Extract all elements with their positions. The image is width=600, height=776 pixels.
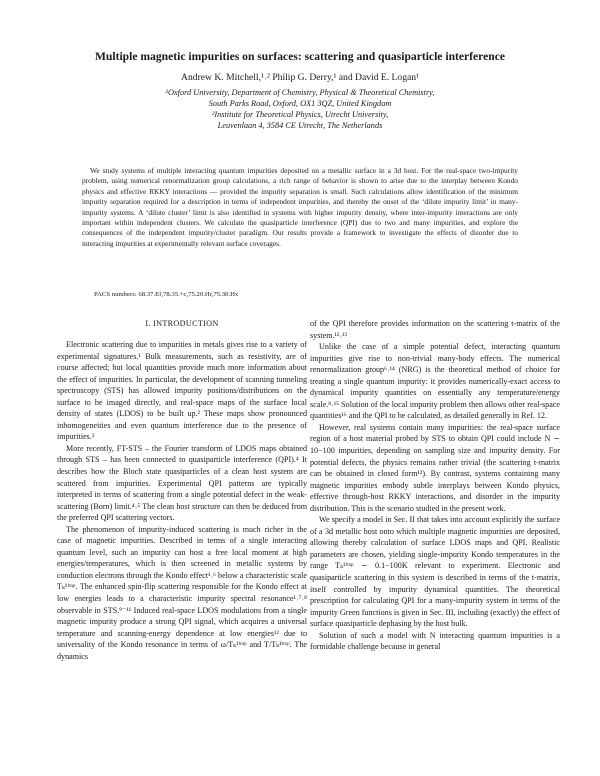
affiliation-line: Leuvenlaan 4, 3584 CE Utrecht, The Netherlands xyxy=(217,121,383,130)
pacs-numbers: PACS numbers: 68.37.Ef,78.35.+c,75.20.Hr,75.30.Hx xyxy=(94,291,239,298)
affiliation-line: ¹Oxford University, Department of Chemistry, Physical & Theoretical Chemistry, xyxy=(165,88,435,97)
paragraph: Electronic scattering due to impurities in metals gives rise to a variety of experimental signatures.¹ Bulk measurements, such as resistivity, are of course affected; but local quantities provide much more information about the effect of impurities. In particular, the development of scanning tunneling spectroscopy (STS) has allowed impurity positions/distributions on the surface to be imaged directly, and real-space maps of the surface local density of states (LDOS) to be built up.² These maps show pronounced inhomogeneities and even quantum interference due to the presence of impurities.³ xyxy=(57,340,307,442)
abstract: We study systems of multiple interacting quantum impurities deposited on a metallic surface in a 3d host. For the real-space two-impurity problem, using numerical renormalization group calculations, a rich range of behavior is shown to arise due to the interplay between Kondo physics and effective RKKY interactions — provided the impurity separation is small. Such calculations allow identification of the minimum impurity separation required for a description in terms of independent impurities, and thereby the onset of the ‘dilute impurity limit’ in many-impurity systems. A ‘dilute cluster’ limit is also identified in systems with higher impurity density, where inter-impurity interactions are only important within independent clusters. We calculate the quasiparticle interference (QPI) due to two and many impurities, and explore the consequences of the independent impurity/cluster paradigm. Our results provide a framework to investigate the effects of disorder due to interacting impurities at experimentally relevant surface coverages. xyxy=(82,166,518,248)
right-column xyxy=(310,318,560,653)
paragraph: More recently, FT-STS – the Fourier transform of LDOS maps obtained through STS – has been connected to quasiparticle interference (QPI).⁴ It describes how the Bloch state quasiparticles of a clean host system are scattered from impurities. Experimental QPI patterns are typically interpreted in terms of scattering from a single potential defect in the weak-scattering (Born) limit.⁴˒⁵ The clean host structure can then be deduced from the preferred QPI scattering vectors. xyxy=(57,443,307,523)
left-column xyxy=(57,318,307,662)
paragraph: However, real systems contain many impurities: the real-space surface region of a host material probed by STS to obtain QPI could include N ∼ 10−100 impurities, depending on sampling size and impurity density. For potential defects, the physics remains rather trivial (the scattering t-matrix can be obtained in closed form¹²). By contrast, systems containing many magnetic impurities embody subtle interplays between Kondo physics, effective through-host RKKY interactions, and disorder in the impurity distribution. This is the scenario studied in the present work. xyxy=(310,422,560,513)
paper-title: Multiple magnetic impurities on surfaces: scattering and quasiparticle interference xyxy=(94,50,505,63)
author-list: Andrew K. Mitchell,¹˒² Philip G. Derry,¹ and David E. Logan¹ xyxy=(181,72,419,83)
affiliation-line: South Parks Road, Oxford, OX1 3QZ, United Kingdom xyxy=(208,99,392,108)
paragraph: We specify a model in Sec. II that takes into account explicitly the surface of a 3d metallic host onto which multiple magnetic impurities are deposited, allowing thereby calculation of surface LDOS maps and QPI. Realistic parameters are chosen, yielding single-impurity Kondo temperatures in the range Tₖ¹ⁱᵐᵖ ∼ 0.1−100K relevant to experiment. Electronic and quasiparticle scattering in this system is described in terms of the t-matrix, itself controlled by impurity dynamical quantities. The theoretical prescription for calculating QPI for a many-impurity system in terms of the impurity Green functions is given in Sec. III, including (exactly) the effect of surface quasiparticle dephasing by the host bulk. xyxy=(310,515,560,629)
paragraph: Unlike the case of a simple potential defect, interacting quantum impurities give rise to non-trivial many-body effects. The numerical renormalization group⁶˒¹⁴ (NRG) is the theoretical method of choice for treating a single quantum impurity: it provides numerically-exact access to dynamical impurity quantities on essentially any temperature/energy scale.⁸˒¹⁵ Solution of the local impurity problem then allows other real-space quantities¹⁶ and the QPI to be calculated, as detailed generally in Ref. 12. xyxy=(310,342,560,421)
paragraph: of the QPI therefore provides information on the scattering t-matrix of the system.¹²˒¹³ xyxy=(310,319,560,340)
paragraph: The phenomenon of impurity-induced scattering is much richer in the case of magnetic impurities. Described in terms of a single interacting quantum level, such an impurity can host a free local moment at high energies/temperatures, which is then screened in metallic systems by conduction electrons through the Kondo effect¹˒⁶ below a characteristic scale Tₖ¹ⁱᵐᵖ. The enhanced spin-flip scattering responsible for the Kondo effect at low energies leads to a characteristic impurity spectral resonance¹˒⁷˒⁸ observable in STS.⁹⁻¹¹ Induced real-space LDOS modulations from a single magnetic impurity produce a strong QPI signal, which acquires a universal temperature and scanning-energy dependence at low energies¹² due to universality of the Kondo resonance in terms of ω/Tₖ¹ⁱᵐᵖ and T/Tₖ¹ⁱᵐᵖ. The dynamics xyxy=(57,524,307,661)
section-heading: I. INTRODUCTION xyxy=(145,319,219,328)
paragraph: Solution of such a model with N interacting quantum impurities is a formidable challenge because in general xyxy=(310,630,560,652)
affiliation-line: ²Institute for Theoretical Physics, Utrecht University, xyxy=(211,110,389,119)
